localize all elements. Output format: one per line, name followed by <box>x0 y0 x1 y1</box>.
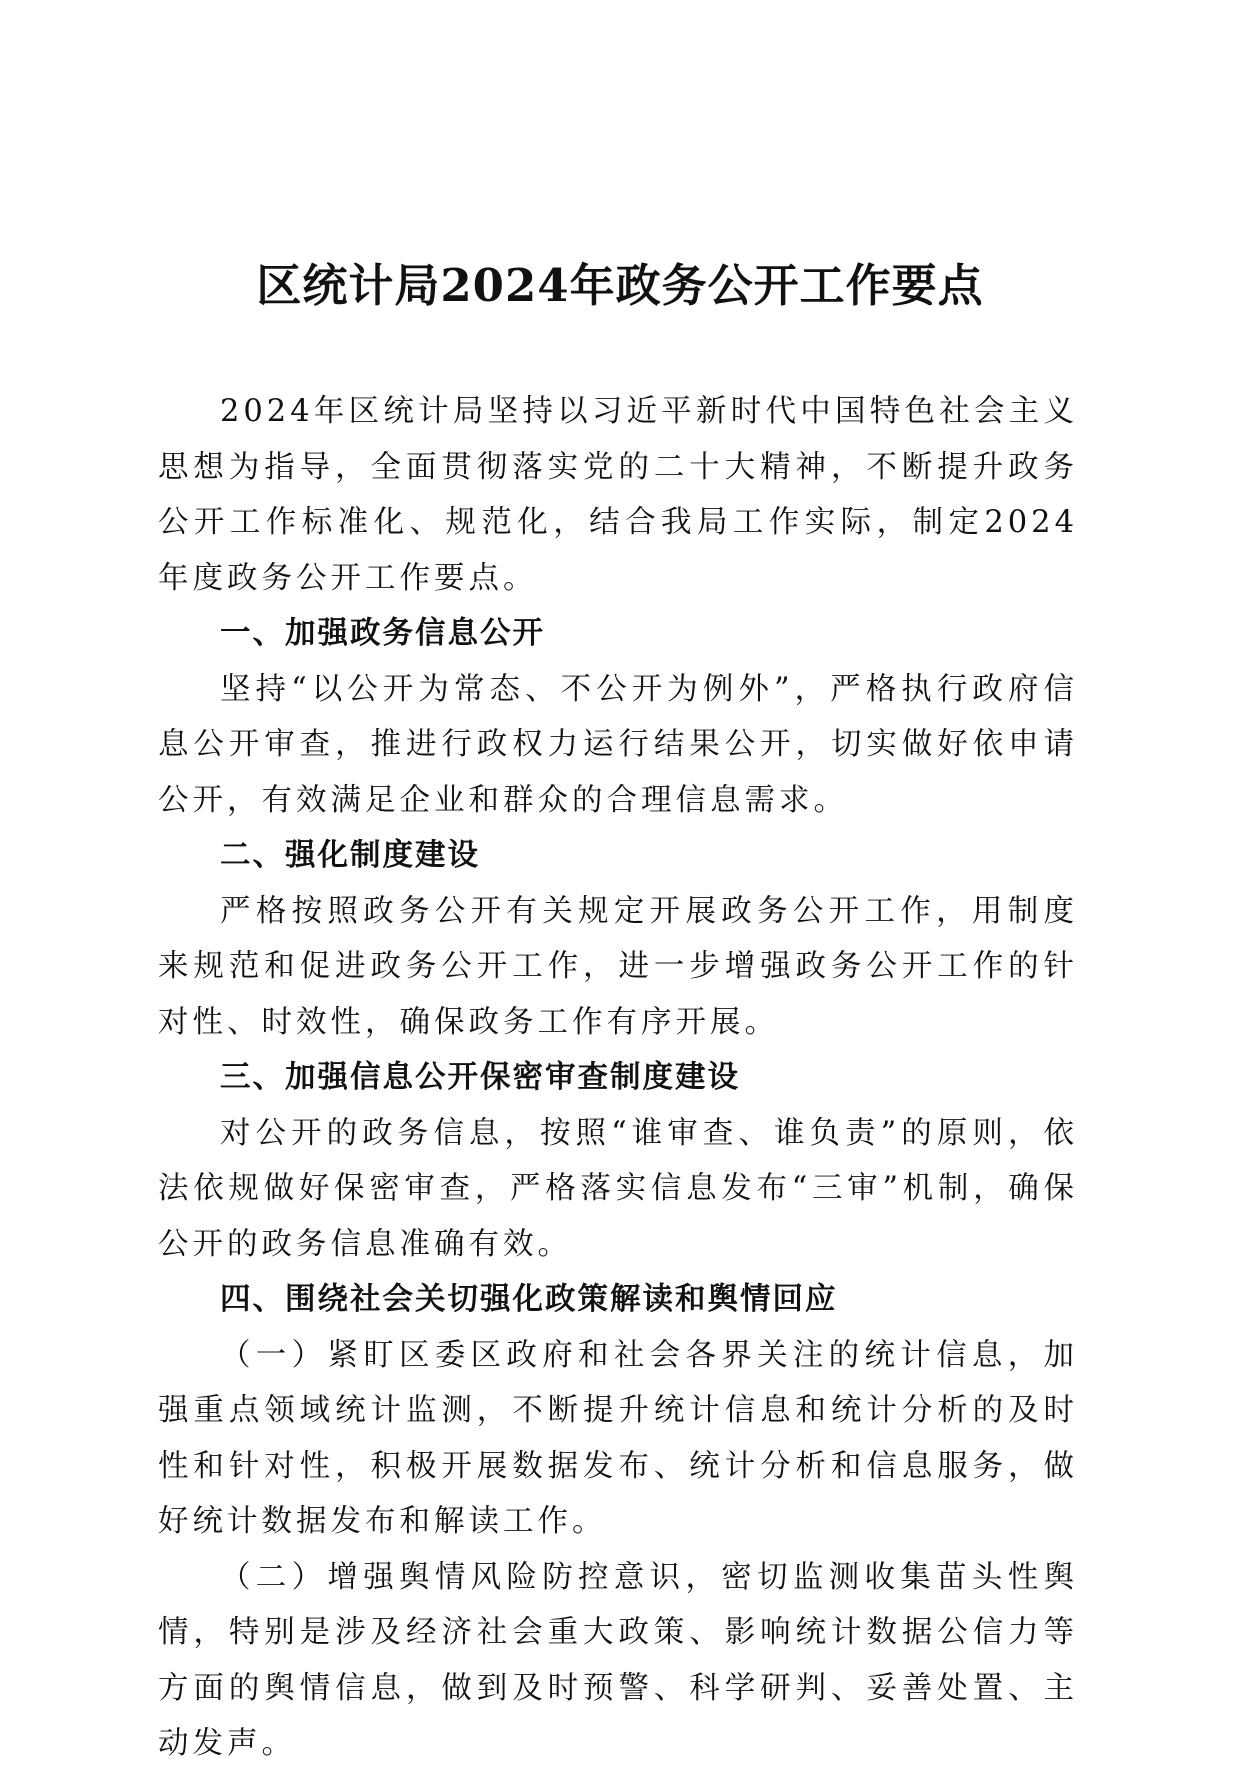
section-3-paragraph-1: 对公开的政务信息，按照“谁审查、谁负责”的原则，依法依规做好保密审查，严格落实信息发布“三审”机制，确保公开的政务信息准确有效。 <box>158 1115 1078 1262</box>
section-heading-3: 三、加强信息公开保密审查制度建设 <box>220 1060 740 1095</box>
section-heading-1: 一、加强政务信息公开 <box>220 616 545 651</box>
intro-paragraph: 2024年区统计局坚持以习近平新时代中国特色社会主义思想为指导，全面贯彻落实党的二十大精神，不断提升政务公开工作标准化、规范化，结合我局工作实际，制定2024年度政务公开工作要点。 <box>158 394 1078 596</box>
section-4-paragraph-2: （二）增强舆情风险防控意识，密切监测收集苗头性舆情，特别是涉及经济社会重大政策、影响统计数据公信力等方面的舆情信息，做到及时预警、科学研判、妥善处置、主动发声。 <box>158 1559 1078 1761</box>
section-1-paragraph-1: 坚持“以公开为常态、不公开为例外”，严格执行政府信息公开审查，推进行政权力运行结果公开，切实做好依申请公开，有效满足企业和群众的合理信息需求。 <box>158 671 1078 818</box>
section-heading-4: 四、围绕社会关切强化政策解读和舆情回应 <box>220 1282 838 1317</box>
document-title: 区统计局2024年政务公开工作要点 <box>256 259 984 312</box>
section-2-paragraph-1: 严格按照政务公开有关规定开展政务公开工作，用制度来规范和促进政务公开工作，进一步增强政务公开工作的针对性、时效性，确保政务工作有序开展。 <box>158 893 1078 1040</box>
document-body <box>158 384 1078 1772</box>
section-heading-2: 二、强化制度建设 <box>220 838 480 873</box>
section-4-paragraph-1: （一）紧盯区委区政府和社会各界关注的统计信息，加强重点领域统计监测，不断提升统计信息和统计分析的及时性和针对性，积极开展数据发布、统计分析和信息服务，做好统计数据发布和解读工作。 <box>158 1337 1078 1539</box>
